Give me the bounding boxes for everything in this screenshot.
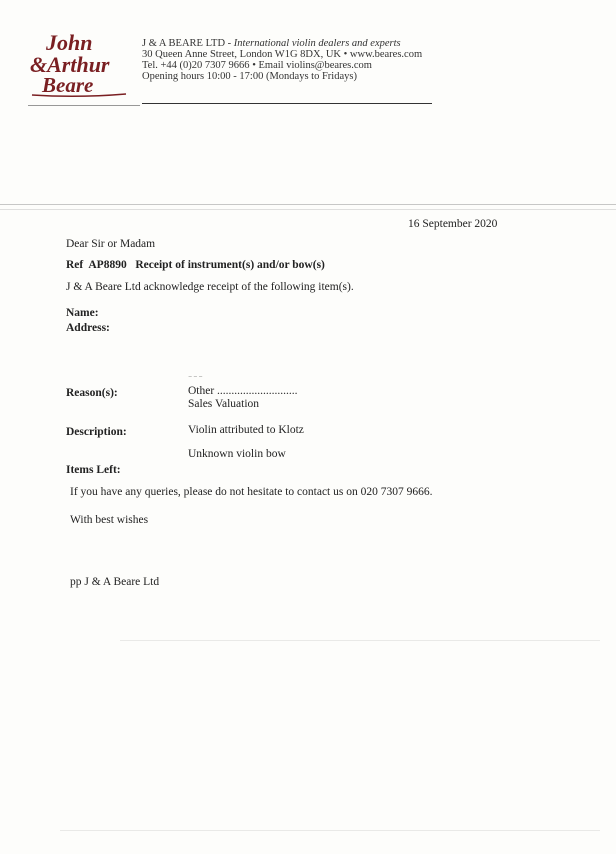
logo-wordmark: [28, 28, 130, 98]
letter-date: 16 September 2020: [408, 218, 498, 230]
signature-text: pp J & A Beare Ltd: [70, 576, 160, 588]
ref-number: AP8890: [88, 259, 127, 271]
name-separator: -: [227, 38, 232, 49]
ref-line: [66, 259, 325, 271]
address-label: Address:: [66, 322, 110, 334]
salutation: Dear Sir or Madam: [66, 238, 156, 250]
description-label: Description:: [66, 426, 127, 438]
bullet-2: •: [252, 60, 256, 71]
company-name: J & A BEARE LTD: [142, 38, 226, 49]
description-item: Unknown violin bow: [188, 448, 286, 460]
scan-line-2: [0, 209, 616, 210]
company-website[interactable]: www.beares.com: [349, 49, 423, 60]
letterhead-rule-left: [28, 105, 140, 106]
address-line: [142, 49, 422, 60]
ref-label: Ref: [66, 259, 84, 271]
company-email[interactable]: Email violins@beares.com: [258, 60, 372, 71]
company-address: 30 Queen Anne Street, London W1G 8DX, UK: [142, 49, 341, 60]
closing-text: With best wishes: [70, 514, 149, 526]
cropped-text-fragment: ⁻⁻⁻: [188, 374, 204, 383]
opening-hours: Opening hours 10:00 - 17:00 (Mondays to Fridays): [142, 71, 357, 82]
reasons-label: Reason(s):: [66, 387, 118, 399]
company-tagline: International violin dealers and experts: [233, 38, 401, 49]
name-label: Name:: [66, 307, 99, 319]
scan-line-4: [60, 830, 600, 831]
description-item: Violin attributed to Klotz: [188, 424, 304, 436]
company-tel: Tel. +44 (0)20 7307 9666: [142, 60, 250, 71]
logo-lettering: [30, 30, 110, 97]
company-details: [142, 38, 422, 82]
logo-line-1: John: [46, 30, 93, 55]
items-left-label: Items Left:: [66, 464, 121, 476]
letter-subject: Receipt of instrument(s) and/or bow(s): [135, 259, 325, 271]
company-name-line: [142, 38, 422, 49]
reason-item: Other ............................: [188, 385, 298, 397]
company-logo: [28, 28, 130, 98]
intro-text: J & A Beare Ltd acknowledge receipt of the following item(s).: [66, 281, 354, 293]
bullet-1: •: [343, 49, 348, 60]
scan-line-1: [0, 204, 616, 205]
letterhead-rule: [142, 103, 432, 104]
queries-text: If you have any queries, please do not hesitate to contact us on 020 7307 9666.: [70, 486, 433, 498]
logo-line-2: &Arthur: [30, 52, 110, 77]
logo-line-3: Beare: [42, 73, 94, 97]
reason-item: Sales Valuation: [188, 398, 260, 410]
scan-line-3: [120, 640, 600, 641]
contact-line: [142, 60, 422, 71]
